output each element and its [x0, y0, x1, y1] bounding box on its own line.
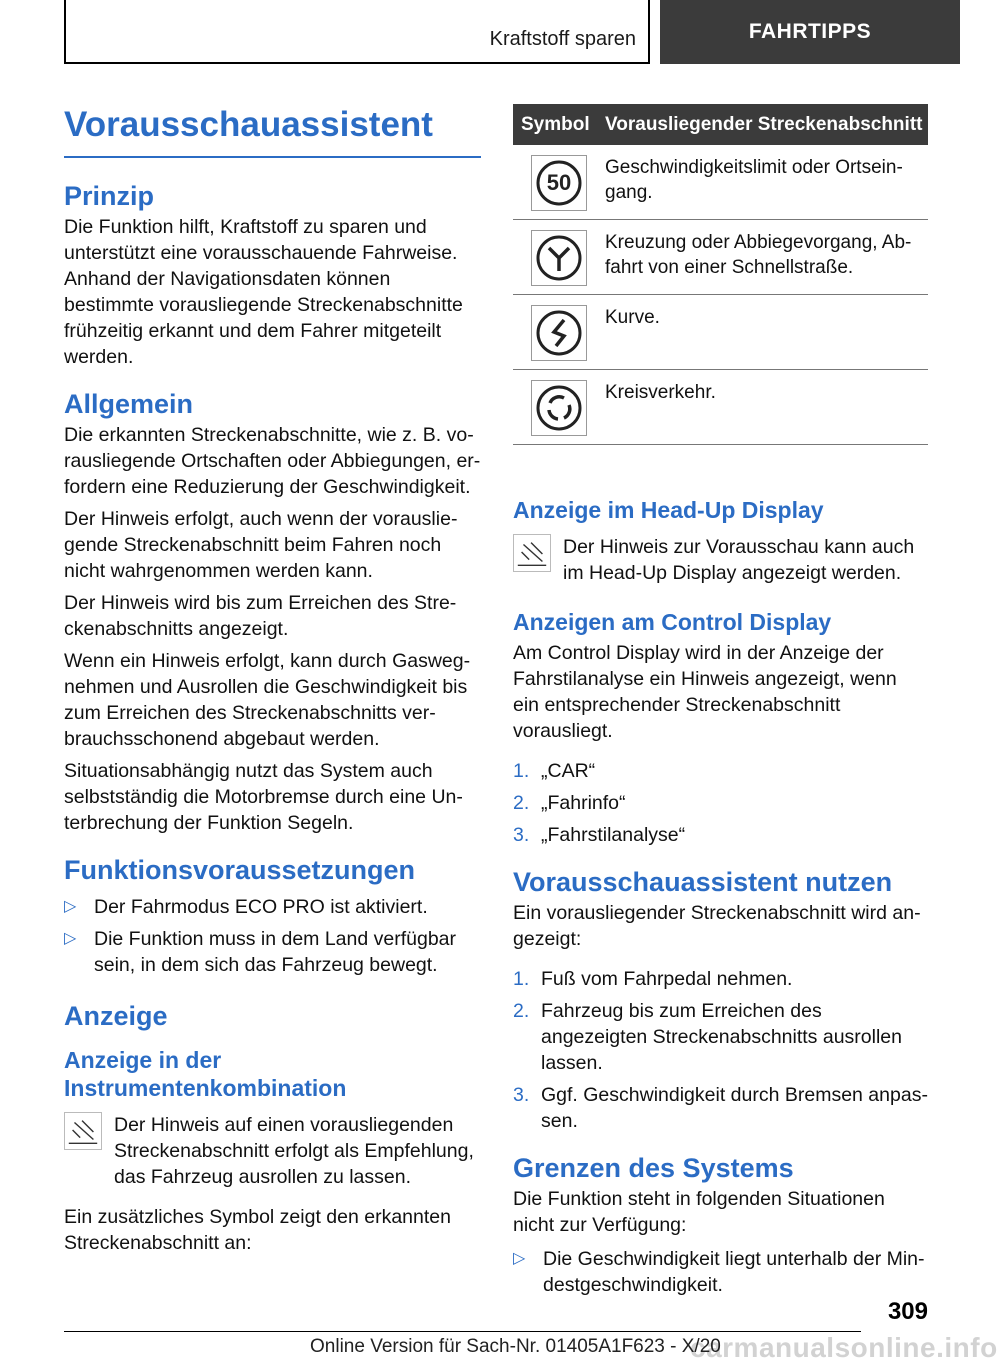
page-title: Vorausschauassistent: [64, 105, 433, 144]
allgemein-p5: Situationsabhängig nutzt das System auch selbstständig die Motorbremse durch eine Unterbrechung der Funktion Segeln.: [64, 760, 463, 834]
roundabout-icon: [531, 380, 587, 436]
anzeige-text: Ein zusätzliches Symbol zeigt den erkannten Streckenabschnitt an:: [64, 1206, 451, 1254]
column-header-description: Vorausliegender Streckenabschnitt: [605, 114, 923, 135]
list-item: [64, 926, 481, 978]
page-number: 309: [887, 1298, 928, 1325]
row-description: Kreisverkehr.: [605, 382, 716, 403]
row-description: Kurve.: [605, 307, 660, 328]
title-rule: [64, 156, 481, 158]
curve-icon: [531, 305, 587, 361]
heading-anzeige: Anzeige: [64, 1001, 168, 1031]
step-text: „Fahrinfo“: [541, 792, 626, 814]
symbol-table: [513, 104, 928, 445]
heading-hud: Anzeige im Head-Up Display: [513, 497, 824, 523]
grenzen-text: Die Funktion steht in folgenden Situationen nicht zur Verfügung:: [513, 1188, 885, 1236]
allgemein-p3: Der Hinweis wird bis zum Erreichen des Streckenabschnitts angezeigt.: [64, 592, 457, 640]
list-item-text: Die Funktion muss in dem Land verfügbar sein, in dem sich das Fahrzeug bewegt.: [94, 928, 457, 976]
table-row: [513, 145, 928, 220]
heading-prinzip: Prinzip: [64, 181, 155, 211]
step-number: 1.: [513, 968, 530, 990]
prinzip-text: Die Funktion hilft, Kraftstoff zu sparen und unterstützt eine vorausschauende Fahrweise. Anhand der Navigationsdaten können bestimmte vorausliegende Streckenabschnitte frühzeitig erkannt und dem Fahrer mitgeteilt werden.: [64, 216, 463, 368]
note-block: [64, 1112, 481, 1190]
speed-limit-50-icon: [531, 155, 587, 211]
step-number: 3.: [513, 1084, 530, 1106]
heading-nutzen: Vorausschauassistent nutzen: [513, 867, 893, 897]
list-item: [513, 966, 928, 992]
list-item: [64, 894, 481, 920]
table-row: [513, 370, 928, 445]
heading-voraussetzungen: Funktionsvoraussetzungen: [64, 855, 416, 885]
header-chapter-tab[interactable]: FAHRTIPPS: [660, 0, 960, 64]
allgemein-p1: Die erkannten Streckenabschnitte, wie z. B. vorausliegende Ortschaften oder Abbiegungen, erfordern eine Reduzierung der Geschwindigkeit.: [64, 424, 481, 498]
list-item: [513, 1246, 928, 1298]
header-section-title: Kraftstoff sparen: [489, 28, 636, 50]
note-block: [513, 534, 928, 586]
list-item: [513, 998, 928, 1076]
step-text: Ggf. Geschwindigkeit durch Bremsen anpassen.: [541, 1084, 928, 1132]
triangle-bullet-icon: ▷: [64, 898, 77, 915]
nutzen-text: Ein vorausliegender Streckenabschnitt wird angezeigt:: [513, 902, 921, 950]
heading-grenzen: Grenzen des Systems: [513, 1153, 794, 1183]
list-item: [513, 758, 928, 784]
list-item: [513, 1082, 928, 1134]
row-description: Kreuzung oder Abbiegevorgang, Abfahrt von einer Schnellstraße.: [605, 232, 912, 278]
row-description: Geschwindigkeitslimit oder Ortseingang.: [605, 157, 903, 203]
header-rule-bottom: [64, 62, 650, 64]
column-header-symbol: Symbol: [521, 114, 590, 135]
table-row: [513, 220, 928, 295]
list-item: [513, 822, 928, 848]
header-rule-left: [64, 0, 66, 64]
speed-limit-value: 50: [546, 170, 572, 195]
heading-control-display: Anzeigen am Control Display: [513, 609, 832, 635]
list-item-text: Der Fahrmodus ECO PRO ist aktiviert.: [94, 896, 428, 918]
list-item-text: Die Geschwindigkeit liegt unterhalb der Mindestgeschwindigkeit.: [543, 1248, 925, 1296]
step-text: „Fahrstilanalyse“: [541, 824, 686, 846]
step-number: 3.: [513, 824, 530, 846]
heading-instrumentenkombination: Anzeige in der Instrumentenkombination: [64, 1047, 347, 1101]
note-text: Der Hinweis zur Vorausschau kann auch im Head-Up Display angezeigt werden.: [563, 536, 915, 584]
list-item: [513, 790, 928, 816]
triangle-bullet-icon: ▷: [64, 930, 77, 947]
note-text: Der Hinweis auf einen vorausliegenden Streckenabschnitt erfolgt als Empfehlung, das Fahrzeug ausrollen zu lassen.: [114, 1114, 474, 1188]
watermark: carmanualsonline.info: [690, 1332, 998, 1363]
intersection-icon: [531, 230, 587, 286]
step-text: „CAR“: [541, 760, 596, 782]
heading-allgemein: Allgemein: [64, 389, 194, 419]
step-text: Fahrzeug bis zum Erreichen des angezeigten Streckenabschnitts ausrollen lassen.: [541, 1000, 902, 1074]
footer-text: Online Version für Sach-Nr. 01405A1F623 - X/20: [310, 1336, 721, 1357]
control-text: Am Control Display wird in der Anzeige der Fahrstilanalyse ein Hinweis angezeigt, wenn ein entsprechender Streckenabschnitt vorausliegt.: [513, 642, 897, 742]
allgemein-p4: Wenn ein Hinweis erfolgt, kann durch Gaswegnehmen und Ausrollen die Geschwindigkeit bis zum Erreichen des Streckenabschnitts verbrauchsschonend abgebaut werden.: [64, 650, 471, 750]
right-column: [513, 496, 928, 1304]
step-number: 2.: [513, 1000, 530, 1022]
road-note-icon: [64, 1112, 102, 1150]
table-row: [513, 295, 928, 370]
table-header: [513, 104, 928, 145]
step-number: 2.: [513, 792, 530, 814]
left-column: [64, 104, 481, 1262]
step-number: 1.: [513, 760, 530, 782]
triangle-bullet-icon: ▷: [513, 1250, 526, 1267]
road-note-icon: [513, 534, 551, 572]
allgemein-p2: Der Hinweis erfolgt, auch wenn der vorausliegende Streckenabschnitt beim Fahren noch nicht wahrgenommen werden kann.: [64, 508, 458, 582]
step-text: Fuß vom Fahrpedal nehmen.: [541, 968, 793, 990]
header-rule-right: [648, 0, 650, 64]
